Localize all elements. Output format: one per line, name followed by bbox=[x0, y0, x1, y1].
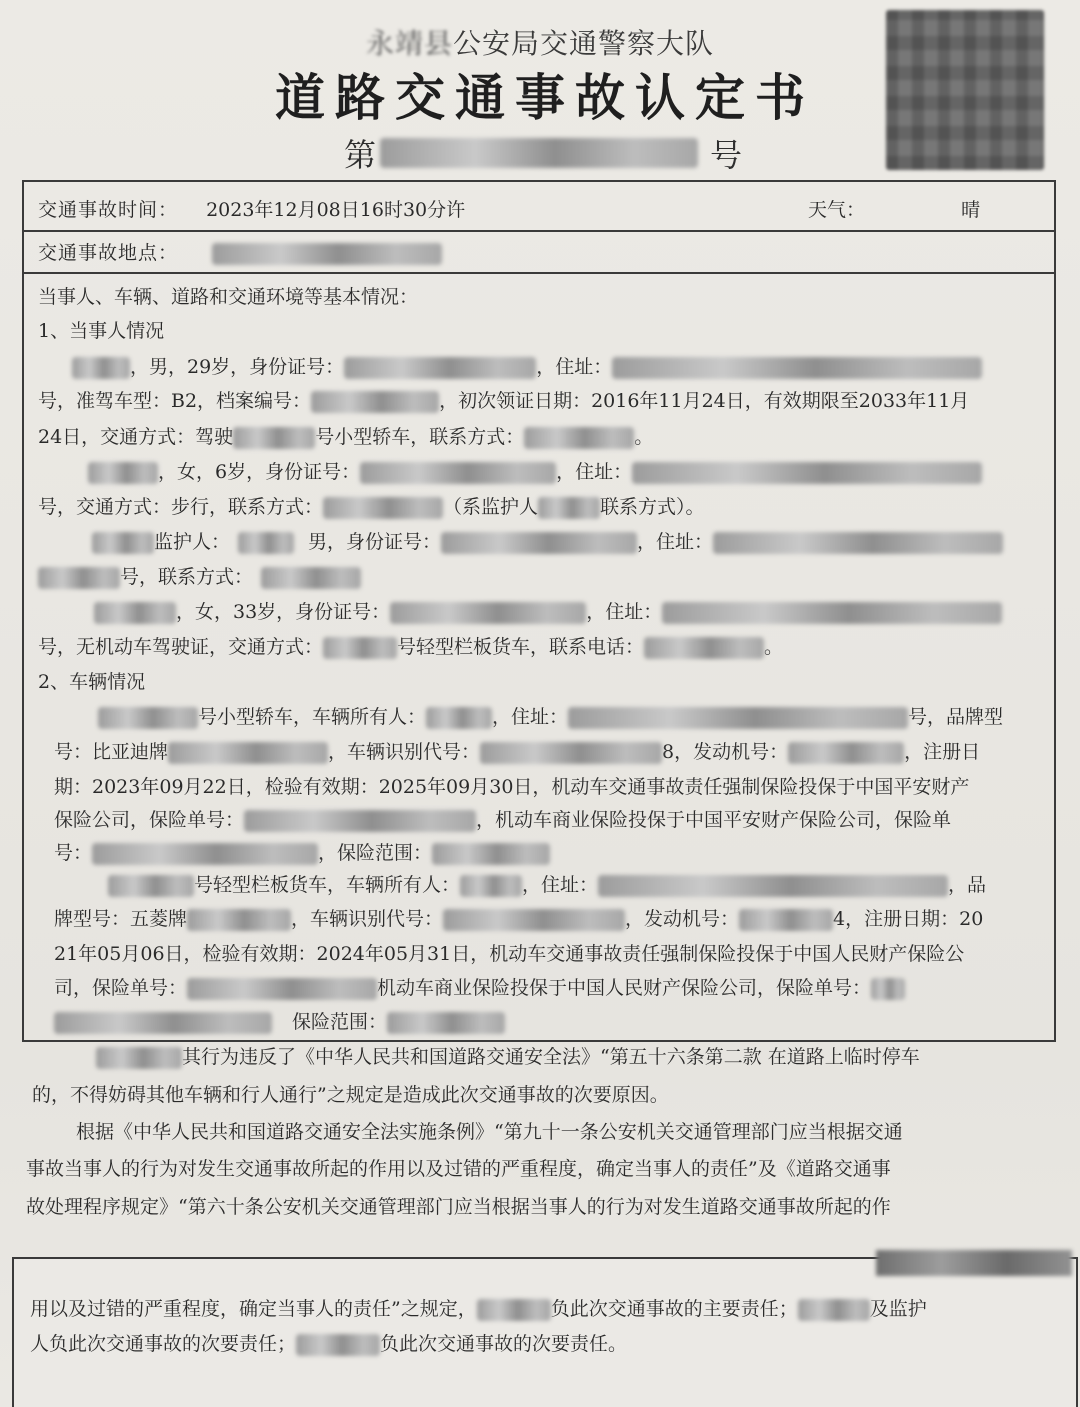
text: ，初次领证日期：2016年11月24日，有效期限至2033年11月 bbox=[439, 390, 970, 412]
text: 号，联系方式： bbox=[120, 566, 254, 588]
redacted bbox=[713, 532, 1003, 554]
text: 保险范围： bbox=[292, 1011, 388, 1033]
redacted bbox=[88, 462, 158, 484]
redacted bbox=[323, 637, 397, 659]
text: 保险公司，保险单号： bbox=[54, 809, 245, 831]
redacted bbox=[38, 567, 120, 589]
party-line bbox=[38, 560, 361, 594]
party-line bbox=[38, 384, 969, 418]
text: ，住址： bbox=[536, 356, 613, 378]
redacted bbox=[261, 567, 361, 589]
text: 机动车商业保险投保于中国人民财产保险公司，保险单号： bbox=[377, 977, 872, 999]
text: 人负此次交通事故的次要责任； bbox=[30, 1333, 297, 1355]
redacted bbox=[72, 357, 130, 379]
accident-time-label: 交通事故时间： bbox=[38, 199, 179, 221]
section-basic-heading: 当事人、车辆、道路和交通环境等基本情况： bbox=[38, 286, 419, 308]
conclusion-line bbox=[30, 1292, 927, 1326]
agency-name: 公安局交通警察大队 bbox=[453, 27, 715, 60]
party-line bbox=[54, 350, 982, 384]
text: 号，交通方式：步行，联系方式： bbox=[38, 496, 324, 518]
violation-line: 的，不得妨碍其他车辆和行人通行”之规定是造成此次交通事故的次要原因。 bbox=[32, 1084, 669, 1106]
redacted bbox=[460, 875, 522, 897]
redacted bbox=[94, 602, 176, 624]
conclusion-line bbox=[30, 1327, 627, 1361]
parties-heading: 1、当事人情况 bbox=[38, 320, 165, 342]
text: 其行为违反了《中华人民共和国道路交通安全法》“第五十六条第二款 在道路上临时停车 bbox=[182, 1046, 920, 1068]
redacted bbox=[662, 602, 1002, 624]
redacted bbox=[54, 1012, 272, 1034]
violation-line bbox=[32, 1040, 920, 1074]
text: 号，品牌型 bbox=[908, 706, 1004, 728]
redacted bbox=[360, 462, 556, 484]
vehicle-line bbox=[54, 803, 951, 837]
document-title: 道路交通事故认定书 bbox=[275, 68, 815, 127]
accident-location-row bbox=[38, 236, 442, 270]
text: 号：比亚迪牌 bbox=[54, 741, 169, 763]
text: 司，保险单号： bbox=[54, 977, 188, 999]
redacted bbox=[323, 497, 443, 519]
text: （系监护人 bbox=[443, 496, 539, 518]
text: 号小型轿车，车辆所有人： bbox=[198, 706, 427, 728]
redacted bbox=[568, 707, 908, 729]
redacted bbox=[538, 497, 600, 519]
redacted bbox=[871, 978, 905, 1000]
text: 号： bbox=[54, 842, 93, 864]
text: ，车辆识别代号： bbox=[291, 908, 444, 930]
redacted bbox=[798, 1299, 870, 1321]
text: ，机动车商业保险投保于中国平安财产保险公司，保险单 bbox=[476, 809, 952, 831]
redacted bbox=[296, 1334, 380, 1356]
issuing-agency bbox=[300, 22, 780, 62]
text: 牌型号：五菱牌 bbox=[54, 908, 188, 930]
redacted bbox=[187, 909, 291, 931]
redacted bbox=[612, 357, 982, 379]
text: 负此次交通事故的次要责任。 bbox=[380, 1333, 628, 1355]
basis-line: 事故当事人的行为对发生交通事故所起的作用以及过错的严重程度，确定当事人的责任”及《道路交通事 bbox=[26, 1158, 891, 1180]
redacted bbox=[233, 427, 315, 449]
redacted bbox=[238, 532, 294, 554]
party-line bbox=[38, 630, 783, 664]
vehicle-line bbox=[54, 1005, 505, 1039]
vehicle-line: 21年05月06日，检验有效期：2024年05月31日，机动车交通事故责任强制保险投保于中国人民财产保险公 bbox=[54, 943, 965, 965]
text: ，住址： bbox=[586, 601, 663, 623]
redacted bbox=[632, 462, 982, 484]
redacted bbox=[598, 875, 948, 897]
redacted bbox=[441, 532, 637, 554]
redacted bbox=[788, 742, 904, 764]
docno-redacted bbox=[380, 138, 698, 168]
text: ，住址： bbox=[492, 706, 569, 728]
vehicle-line bbox=[54, 735, 980, 769]
text: ，男，29岁，身份证号： bbox=[130, 356, 345, 378]
vehicle-line bbox=[54, 836, 550, 870]
text: 24日，交通方式：驾驶 bbox=[38, 426, 234, 448]
party-line bbox=[54, 595, 1002, 629]
text: ，住址： bbox=[522, 874, 599, 896]
text: ，车辆识别代号： bbox=[328, 741, 481, 763]
party-line bbox=[38, 420, 653, 454]
redacted bbox=[480, 742, 662, 764]
weather-label: 天气： bbox=[808, 199, 866, 221]
vehicle-line: 期：2023年09月22日，检验有效期：2025年09月30日，机动车交通事故责任强制保险投保于中国平安财产 bbox=[54, 776, 970, 798]
text: 男，身份证号： bbox=[308, 531, 442, 553]
text: ，注册日 bbox=[904, 741, 981, 763]
vehicle-line bbox=[54, 971, 905, 1005]
text: ，住址： bbox=[637, 531, 714, 553]
text: 监护人： bbox=[154, 531, 231, 553]
docno-prefix: 第 bbox=[344, 136, 377, 174]
party-line bbox=[38, 490, 705, 524]
text: 用以及过错的严重程度，确定当事人的责任”之规定， bbox=[30, 1298, 477, 1320]
text: 及监护 bbox=[869, 1298, 927, 1320]
accident-time-row bbox=[38, 193, 465, 227]
vehicle-line bbox=[54, 700, 1003, 734]
redacted bbox=[98, 707, 198, 729]
text: ，女，6岁，身份证号： bbox=[158, 461, 361, 483]
weather-row bbox=[808, 193, 980, 227]
redacted bbox=[739, 909, 833, 931]
text: ，保险范围： bbox=[318, 842, 433, 864]
text: 号小型轿车，联系方式： bbox=[315, 426, 525, 448]
docno-suffix: 号 bbox=[709, 136, 742, 174]
row-divider bbox=[22, 272, 1056, 274]
text: 联系方式）。 bbox=[600, 496, 705, 518]
text: ，品 bbox=[948, 874, 987, 896]
redacted bbox=[387, 1012, 505, 1034]
text: 号，准驾车型：B2，档案编号： bbox=[38, 390, 312, 412]
party-line bbox=[54, 455, 982, 489]
party-line bbox=[54, 525, 1003, 559]
redacted bbox=[524, 427, 634, 449]
text: 号轻型栏板货车，车辆所有人： bbox=[194, 874, 461, 896]
vehicle-line bbox=[54, 902, 983, 936]
redacted bbox=[96, 1047, 182, 1069]
document-number bbox=[340, 130, 760, 174]
agency-prefix-blurred: 永靖县 bbox=[365, 27, 453, 60]
text: ，住址： bbox=[556, 461, 633, 483]
text: 号，无机动车驾驶证，交通方式： bbox=[38, 636, 324, 658]
row-divider bbox=[22, 230, 1056, 232]
redacted bbox=[92, 843, 318, 865]
text: ，女，33岁，身份证号： bbox=[176, 601, 391, 623]
text: 号轻型栏板货车，联系电话： bbox=[397, 636, 645, 658]
accident-time-value: 2023年12月08日16时30分许 bbox=[206, 199, 466, 221]
text: ，发动机号： bbox=[625, 908, 740, 930]
text: 4，注册日期：20 bbox=[833, 908, 984, 930]
redacted bbox=[92, 532, 154, 554]
text: 。 bbox=[764, 636, 784, 658]
qr-code-redacted bbox=[886, 10, 1044, 170]
vehicles-heading: 2、车辆情况 bbox=[38, 671, 146, 693]
weather-value: 晴 bbox=[961, 199, 981, 221]
basis-line: 根据《中华人民共和国道路交通安全法实施条例》“第九十一条公安机关交通管理部门应当根据交通 bbox=[76, 1121, 903, 1143]
redacted bbox=[426, 707, 492, 729]
vehicle-line bbox=[54, 868, 986, 902]
redacted bbox=[390, 602, 586, 624]
accident-location-label: 交通事故地点： bbox=[38, 242, 179, 264]
redacted bbox=[644, 637, 764, 659]
text: 负此次交通事故的主要责任； bbox=[550, 1298, 798, 1320]
redacted bbox=[477, 1299, 551, 1321]
redacted bbox=[311, 391, 439, 413]
redacted bbox=[443, 909, 625, 931]
redacted bbox=[108, 875, 194, 897]
text: 。 bbox=[634, 426, 654, 448]
location-redacted bbox=[212, 243, 442, 265]
text: 8，发动机号： bbox=[662, 741, 789, 763]
redacted-strip bbox=[876, 1250, 1072, 1276]
redacted bbox=[187, 978, 377, 1000]
redacted bbox=[168, 742, 328, 764]
basis-line: 故处理程序规定》“第六十条公安机关交通管理部门应当根据当事人的行为对发生道路交通事故所起的作 bbox=[26, 1196, 891, 1218]
redacted bbox=[432, 843, 550, 865]
redacted bbox=[344, 357, 536, 379]
redacted bbox=[244, 810, 476, 832]
